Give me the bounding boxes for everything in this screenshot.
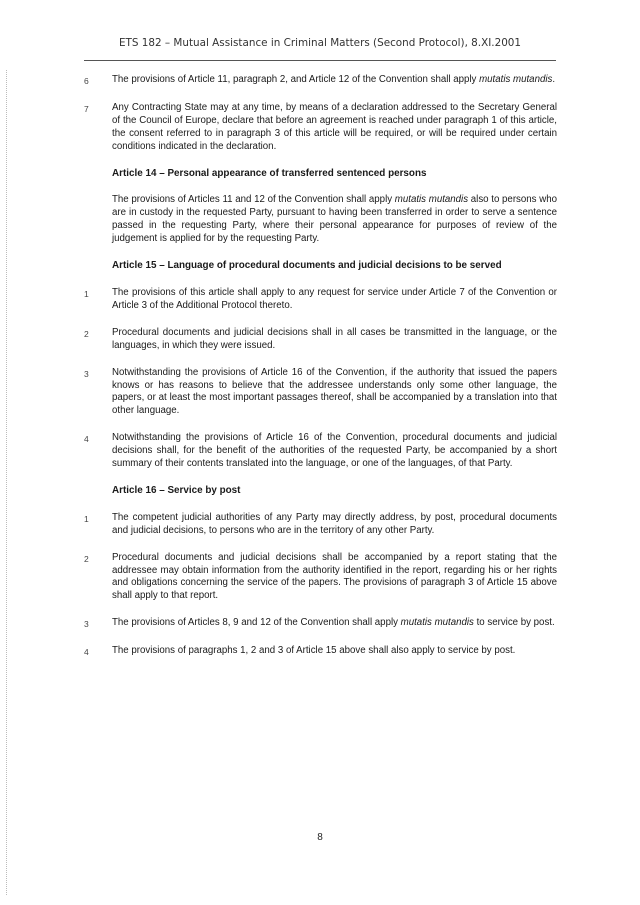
page-header: ETS 182 – Mutual Assistance in Criminal Matters (Second Protocol), 8.XI.2001 bbox=[118, 37, 522, 49]
paragraph-text: The provisions of Article 11, paragraph 2, and Article 12 of the Convention shall apply mutatis mutandis. bbox=[112, 74, 556, 85]
paragraph-number: 6 bbox=[84, 76, 89, 86]
paragraph-number: 2 bbox=[84, 328, 89, 339]
paragraph-number: 3 bbox=[84, 619, 89, 630]
paragraph-16-2 bbox=[84, 552, 557, 604]
paragraph-13-6 bbox=[84, 74, 557, 88]
article-14-text: The provisions of Articles 11 and 12 of the Convention shall apply mutatis mutandis also to persons who are in custody in the requested Party, pursuant to having been transferred in order to serve a sentence passed in the requesting Party, where their personal appearance for purposes of review of the judgement is applied for by the requesting Party. bbox=[112, 194, 557, 245]
paragraph-number: 3 bbox=[84, 368, 89, 379]
paragraph-text: The provisions of this article shall apply to any request for service under Article 7 of the Convention or Article 3 of the Additional Protocol thereto. bbox=[112, 286, 557, 311]
paragraph-number: 1 bbox=[84, 513, 89, 524]
paragraph-number: 7 bbox=[84, 103, 89, 114]
document-body bbox=[84, 74, 557, 673]
paragraph-13-7 bbox=[84, 102, 557, 154]
article-16-heading: Article 16 – Service by post bbox=[112, 484, 241, 496]
paragraph-text: The provisions of paragraphs 1, 2 and 3 of Article 15 above shall also apply to service by post. bbox=[112, 645, 516, 657]
scan-margin-dots bbox=[6, 70, 9, 895]
paragraph-number: 4 bbox=[84, 434, 89, 445]
paragraph-text: Any Contracting State may at any time, by means of a declaration addressed to the Secretary General of the Council of Europe, declare that before an agreement is reached under paragraph 1 of this article, the consent referred to in paragraph 3 of this article will be required, or will be required under certain conditions indicated in the declaration. bbox=[112, 101, 557, 152]
paragraph-text: The provisions of Articles 8, 9 and 12 of the Convention shall apply mutatis mutandis to service by post. bbox=[112, 617, 555, 629]
article-15-heading: Article 15 – Language of procedural documents and judicial decisions to be served bbox=[112, 260, 502, 272]
paragraph-text: Procedural documents and judicial decisions shall in all cases be transmitted in the language, or the languages, in which they were issued. bbox=[112, 326, 557, 351]
paragraph-text: The competent judicial authorities of any Party may directly address, by post, procedural documents and judicial decisions, to persons who are in the territory of any other Party. bbox=[112, 511, 557, 536]
paragraph-number: 1 bbox=[84, 288, 89, 299]
paragraph-15-3 bbox=[84, 367, 557, 419]
article-14-heading: Article 14 – Personal appearance of transferred sentenced persons bbox=[112, 167, 427, 179]
header-rule bbox=[84, 60, 556, 61]
paragraph-text: Notwithstanding the provisions of Article 16 of the Convention, procedural documents and judicial decisions shall, for the benefit of the authorities of the requested Party, be accompanied by a short summary of their contents translated into the language, or one of the languages, of that Party. bbox=[112, 432, 557, 470]
paragraph-16-4 bbox=[84, 645, 557, 659]
paragraph-15-1 bbox=[84, 287, 557, 313]
paragraph-number: 2 bbox=[84, 553, 89, 564]
paragraph-text: Notwithstanding the provisions of Article 16 of the Convention, if the authority that issued the papers knows or has reasons to believe that the addressee understands only some other language, the papers, or at least the most important passages thereof, shall be accompanied by a translation into that other language. bbox=[112, 366, 557, 417]
paragraph-15-4 bbox=[84, 432, 557, 471]
paragraph-16-1 bbox=[84, 512, 557, 538]
paragraph-text: Procedural documents and judicial decisions shall be accompanied by a report stating that the addressee may obtain information from the authority identified in the report, regarding his or her rights and obligations concerning the service of the papers. The provisions of paragraph 3 of Article 15 above shall apply to that report. bbox=[112, 551, 557, 602]
paragraph-15-2 bbox=[84, 327, 557, 353]
page-number: 8 bbox=[317, 832, 323, 843]
paragraph-number: 4 bbox=[84, 647, 89, 658]
paragraph-16-3 bbox=[84, 617, 557, 631]
